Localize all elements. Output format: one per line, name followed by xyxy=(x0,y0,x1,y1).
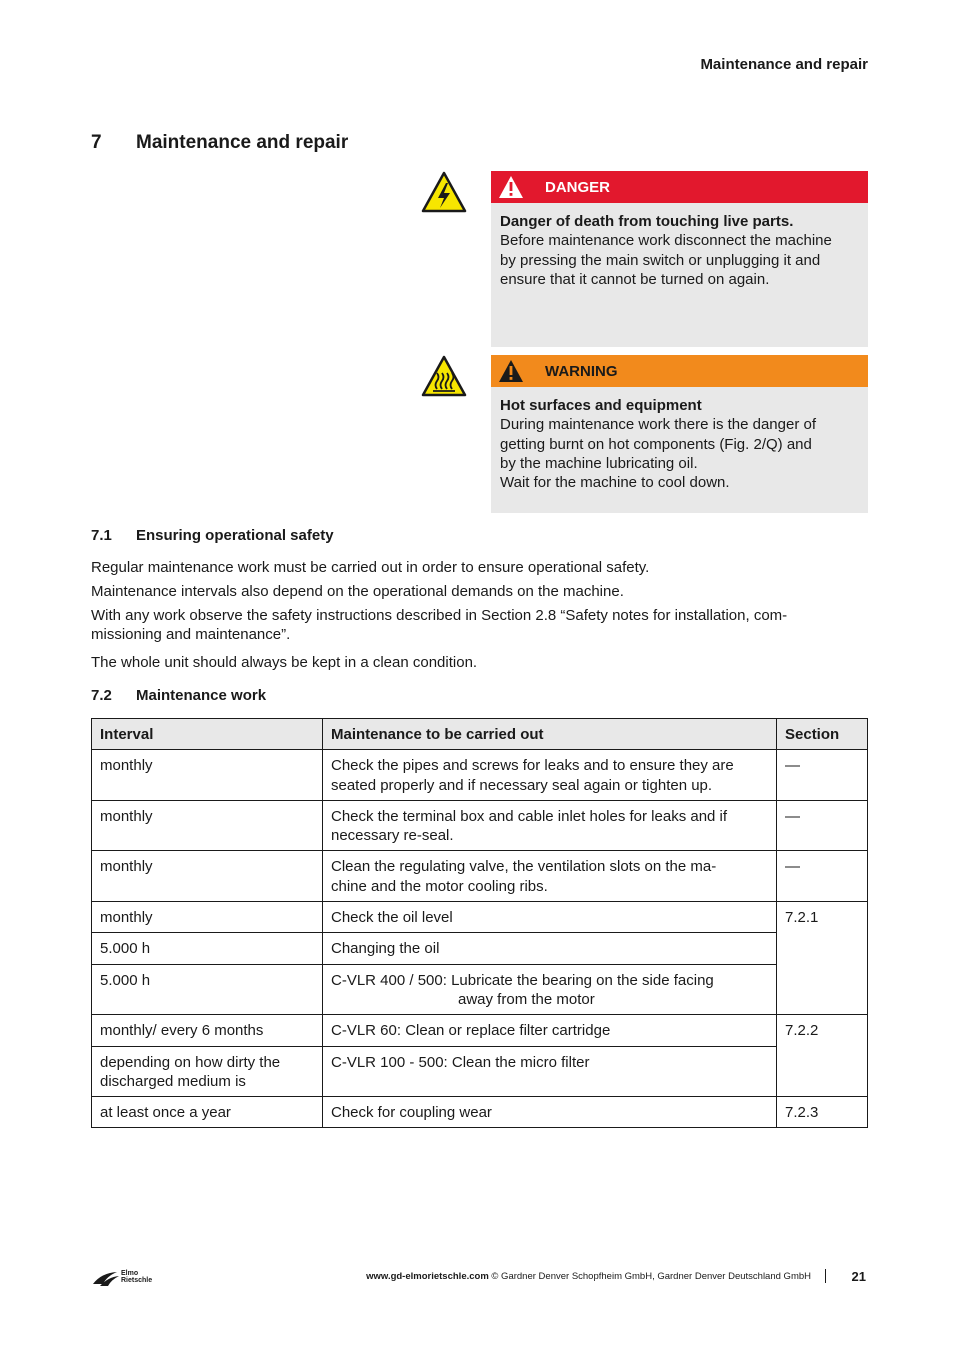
warning-header xyxy=(491,355,868,387)
interval-cell: monthly xyxy=(92,800,323,851)
svg-text:Elmo: Elmo xyxy=(121,1270,139,1277)
task-cell xyxy=(323,800,777,851)
warning-label: WARNING xyxy=(545,362,618,380)
interval-cell: monthly/ every 6 months xyxy=(92,1015,323,1046)
column-header: Section xyxy=(777,719,868,750)
footer-copyright xyxy=(366,1271,811,1282)
task-cell xyxy=(323,964,777,1015)
interval-line: discharged medium is xyxy=(100,1072,246,1090)
task-line: chine and the motor cooling ribs. xyxy=(331,877,548,895)
paragraph-line: With any work observe the safety instructions described in Section 2.8 “Safety notes for installation, com- xyxy=(91,607,788,624)
task-cell: C-VLR 60: Clean or replace filter cartridge xyxy=(323,1015,777,1046)
paragraph xyxy=(91,606,861,644)
section-cell: 7.2.1 xyxy=(777,902,868,1015)
paragraph-line: missioning and maintenance”. xyxy=(91,626,291,643)
column-header: Interval xyxy=(92,719,323,750)
paragraph: The whole unit should always be kept in a clean condition. xyxy=(91,654,478,671)
footer-url[interactable]: www.gd-elmorietschle.com xyxy=(366,1271,489,1282)
task-line: Check the pipes and screws for leaks and to ensure they are xyxy=(331,757,734,775)
column-header: Maintenance to be carried out xyxy=(323,719,777,750)
exclamation-triangle-icon xyxy=(498,359,524,383)
warning-title: Hot surfaces and equipment xyxy=(500,397,702,414)
section-title: Maintenance and repair xyxy=(136,132,349,153)
warning-text-line: During maintenance work there is the danger of xyxy=(500,416,817,434)
subsection-number: 7.1 xyxy=(91,527,112,544)
footer-copyright-text: © Gardner Denver Schopfheim GmbH, Gardner Denver Deutschland GmbH xyxy=(491,1271,811,1282)
task-line: C-VLR 400 / 500: Lubricate the bearing on the side facing xyxy=(331,971,714,989)
paragraph: Regular maintenance work must be carried out in order to ensure operational safety. xyxy=(91,559,650,576)
interval-cell: 5.000 h xyxy=(92,964,323,1015)
table-row xyxy=(92,851,868,902)
maintenance-table xyxy=(91,718,868,1128)
section-cell: 7.2.3 xyxy=(777,1097,868,1128)
table-header-row xyxy=(92,719,868,750)
interval-cell: monthly xyxy=(92,750,323,801)
svg-text:Rietschle: Rietschle xyxy=(121,1277,153,1284)
subsection-number: 7.2 xyxy=(91,687,112,704)
task-cell xyxy=(323,851,777,902)
table-row xyxy=(92,902,868,933)
danger-body xyxy=(491,203,868,289)
task-cell: Changing the oil xyxy=(323,933,777,964)
task-cell: Check the oil level xyxy=(323,902,777,933)
task-line: Clean the regulating valve, the ventilation slots on the ma- xyxy=(331,858,717,876)
subsection-title: Ensuring operational safety xyxy=(136,527,334,544)
interval-cell: monthly xyxy=(92,851,323,902)
running-header: Maintenance and repair xyxy=(700,56,868,73)
table-row xyxy=(92,750,868,801)
electrical-hazard-icon xyxy=(421,171,467,213)
table-row xyxy=(92,1015,868,1046)
footer-separator xyxy=(825,1269,826,1283)
task-line: seated properly and if necessary seal again or tighten up. xyxy=(331,776,713,794)
warning-body xyxy=(491,387,868,492)
warning-text-line: by the machine lubricating oil. xyxy=(500,454,698,472)
danger-text-line: Before maintenance work disconnect the machine xyxy=(500,232,832,250)
warning-notice xyxy=(491,355,868,513)
subsection-title: Maintenance work xyxy=(136,687,267,704)
hot-surface-icon xyxy=(421,355,467,397)
danger-notice xyxy=(491,171,868,347)
danger-header xyxy=(491,171,868,203)
task-cell xyxy=(323,750,777,801)
interval-cell: monthly xyxy=(92,902,323,933)
section-heading xyxy=(91,132,348,154)
section-cell: — xyxy=(777,750,868,801)
warning-text-line: Wait for the machine to cool down. xyxy=(500,474,730,492)
paragraph: Maintenance intervals also depend on the operational demands on the machine. xyxy=(91,583,624,600)
task-line: necessary re-seal. xyxy=(331,827,454,845)
exclamation-triangle-icon xyxy=(498,175,524,199)
interval-line: depending on how dirty the xyxy=(100,1053,281,1071)
warning-text-line: getting burnt on hot components (Fig. 2/Q) and xyxy=(500,435,812,453)
interval-cell: 5.000 h xyxy=(92,933,323,964)
table-row xyxy=(92,933,868,964)
table-row xyxy=(92,964,868,1015)
danger-title: Danger of death from touching live parts. xyxy=(500,213,794,230)
subsection-heading xyxy=(91,527,334,544)
danger-text-line: ensure that it cannot be turned on again. xyxy=(500,270,770,288)
task-line: Check the terminal box and cable inlet holes for leaks and if xyxy=(331,807,728,825)
section-cell: — xyxy=(777,800,868,851)
task-cell: Check for coupling wear xyxy=(323,1097,777,1128)
danger-text-line: by pressing the main switch or unplugging it and xyxy=(500,251,821,269)
task-line: away from the motor xyxy=(458,990,595,1008)
section-cell: — xyxy=(777,851,868,902)
section-number: 7 xyxy=(91,132,102,153)
interval-cell xyxy=(92,1046,323,1097)
section-cell: 7.2.2 xyxy=(777,1015,868,1097)
page-number: 21 xyxy=(851,1269,866,1284)
danger-label: DANGER xyxy=(545,178,611,196)
interval-cell: at least once a year xyxy=(92,1097,323,1128)
table-row xyxy=(92,1097,868,1128)
table-row xyxy=(92,1046,868,1097)
task-cell: C-VLR 100 - 500: Clean the micro filter xyxy=(323,1046,777,1097)
table-row xyxy=(92,800,868,851)
subsection-heading xyxy=(91,687,266,704)
company-logo xyxy=(91,1267,171,1289)
